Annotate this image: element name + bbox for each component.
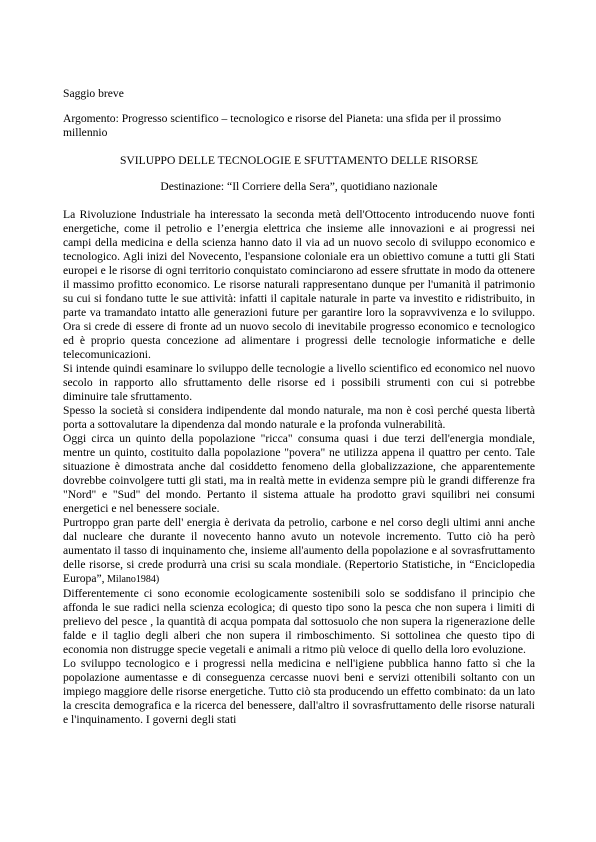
paragraph-4: Oggi circa un quinto della popolazione "ricca" consuma quasi i due terzi dell'energia mondiale, mentre un quinto, costituito dalla popolazione "povera" ne utilizza appena il quattro per cento. Tale situazione è dimostrata anche dal cosiddetto fenomeno della globalizzazione, che apparentemente dovrebbe coinvolgere tutti gli stati, ma in realtà mette in evidenza sempre più le grandi differenze fra "Nord" e "Sud" del mondo. Pertanto il sistema attuale ha prodotto gravi squilibri nei consumi energetici e nel benessere sociale. bbox=[63, 432, 535, 515]
essay-topic: Argomento: Progresso scientifico – tecnologico e risorse del Pianeta: una sfida per il prossimo millennio bbox=[63, 112, 501, 139]
paragraph-5-text: Purtroppo gran parte dell' energia è derivata da petrolio, carbone e nel corso degli ultimi anni anche dal nucleare che durante il novecento hanno avuto un notevole incremento. Tutto ciò ha però aumentato il tasso di inquinamento che, insieme all'aumento della popolazione e al sovrasfruttamento delle risorse, si crede produrrà una crisi su scala mondiale. (Repertorio Statistiche, in “Enciclopedia Europa”, bbox=[63, 516, 535, 585]
paragraph-7: Lo sviluppo tecnologico e i progressi nella medicina e nell'igiene pubblica hanno fatto sì che la popolazione aumentasse e di conseguenza cercasse nuovi beni e servizi ottenibili soltanto con un impiego maggiore delle risorse energetiche. Tutto ciò sta producendo un effetto combinato: da un lato la crescita demografica e la ricerca del benessere, dall'altro il sovrasfruttamento delle risorse naturali e l'inquinamento. I governi degli stati bbox=[63, 657, 535, 726]
essay-title: SVILUPPO DELLE TECNOLOGIE E SFUTTAMENTO DELLE RISORSE bbox=[119, 154, 479, 167]
paragraph-3: Spesso la società si considera indipendente dal mondo naturale, ma non è così perché questa libertà porta a sottovalutare la dipendenza dal mondo naturale e la profonda vulnerabilità. bbox=[63, 404, 535, 431]
paragraph-1: La Rivoluzione Industriale ha interessato la seconda metà dell'Ottocento introducendo nuove fonti energetiche, come il petrolio e l’energia elettrica che insieme alle innovazioni e ai progressi nei campi della medicina e della scienza hanno dato il via ad un nuovo secolo di sviluppo economico e tecnologico. Agli inizi del Novecento, l'espansione coloniale era un obiettivo comune a tutti gli Stati europei e le risorse di ogni territorio conquistato cominciarono ad essere sfruttate in modo da ottenere il massimo profitto economico. Le risorse naturali rappresentano dunque per l'umanità il patrimonio su cui si fondano tutte le sue attività: infatti il capitale naturale in parte va investito e ridistribuito, in parte va tramandato intatto alle generazioni future per garantire loro la sopravvivenza e lo sviluppo. Ora si crede di essere di fronte ad un nuovo secolo di inevitabile progresso economico e tecnologico ed è proprio questa concezione ad alimentare i progressi delle tecnologie informatiche e delle telecomunicazioni. bbox=[63, 208, 535, 361]
document-type-label: Saggio breve bbox=[63, 87, 124, 100]
citation-tail: Milano1984) bbox=[104, 574, 160, 585]
paragraph-5 bbox=[63, 516, 535, 587]
publication-destination: Destinazione: “Il Corriere della Sera”, quotidiano nazionale bbox=[160, 180, 438, 193]
essay-body bbox=[63, 208, 535, 727]
paragraph-6: Differentemente ci sono economie ecologicamente sostenibili solo se soddisfano il principio che affonda le sue radici nella scienza ecologica; di questo tipo sono la pesca che non supera i limiti di prelievo del pesce , la quantità di acqua pompata dal sottosuolo che non supera la rigenerazione delle falde e il taglio degli alberi che non supera il rimboschimento. Si sottolinea che questo tipo di economia non distrugge specie vegetali e animali a ritmo più veloce di quello della loro evoluzione. bbox=[63, 587, 535, 656]
paragraph-2: Si intende quindi esaminare lo sviluppo delle tecnologie a livello scientifico ed economico nel nuovo secolo in rapporto allo sfruttamento delle risorse ed i possibili strumenti con cui si potrebbe diminuire tale sfruttamento. bbox=[63, 362, 535, 403]
